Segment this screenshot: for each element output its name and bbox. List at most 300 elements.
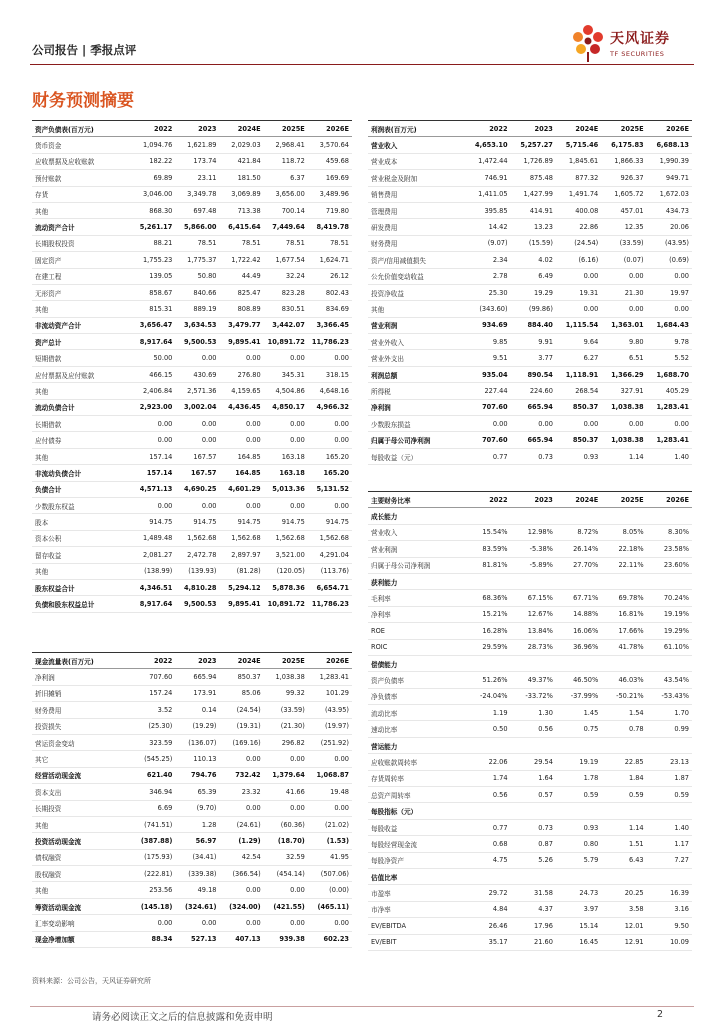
- cell-value: 1,366.29: [601, 366, 646, 382]
- cell-value: 29.72: [465, 885, 510, 901]
- cell-value: 19.19: [556, 754, 601, 770]
- table-row: [32, 350, 352, 366]
- cell-value: (81.28): [220, 563, 264, 579]
- cell-value: [556, 573, 601, 589]
- column-header: 2025E: [264, 121, 308, 137]
- cell-value: 4,346.51: [131, 579, 175, 595]
- cell-value: 0.00: [308, 751, 352, 767]
- cell-value: 4,648.16: [308, 383, 352, 399]
- cell-value: 1.19: [465, 705, 510, 721]
- row-label: 所得税: [368, 383, 465, 399]
- cell-value: 9,895.41: [220, 596, 264, 612]
- cell-value: 0.00: [647, 416, 692, 432]
- table-row: [32, 301, 352, 317]
- cell-value: (465.11): [308, 898, 352, 914]
- cell-value: 181.50: [220, 170, 264, 186]
- row-label: 长期投资: [32, 800, 131, 816]
- cell-value: 0.87: [511, 836, 556, 852]
- cell-value: 1,283.41: [647, 399, 692, 415]
- cell-value: (339.38): [175, 866, 219, 882]
- cell-value: 1,726.89: [511, 153, 556, 169]
- cell-value: 157.14: [131, 465, 175, 481]
- cell-value: 850.37: [556, 432, 601, 448]
- cell-value: (21.02): [308, 816, 352, 832]
- row-label: 流动负债合计: [32, 399, 131, 415]
- cell-value: 1.70: [647, 705, 692, 721]
- row-label: 货币资金: [32, 137, 131, 153]
- cell-value: 0.00: [131, 416, 175, 432]
- cell-value: 12.67%: [511, 606, 556, 622]
- cell-value: 0.00: [308, 800, 352, 816]
- row-label: 成长能力: [368, 508, 465, 524]
- row-label: 资产负债率: [368, 672, 465, 688]
- cell-value: 1.54: [601, 705, 646, 721]
- cell-value: 1.14: [601, 448, 646, 464]
- column-header: 2024E: [220, 121, 264, 137]
- table-row: [368, 541, 692, 557]
- cell-value: 3,656.47: [131, 317, 175, 333]
- cell-value: 0.00: [264, 432, 308, 448]
- cell-value: (24.61): [220, 816, 264, 832]
- cell-value: 1,845.61: [556, 153, 601, 169]
- cell-value: 165.20: [308, 465, 352, 481]
- row-label: 偿债能力: [368, 655, 465, 671]
- cell-value: 8,917.64: [131, 596, 175, 612]
- table-row: [32, 399, 352, 415]
- table-row: [32, 685, 352, 701]
- table-row: [368, 557, 692, 573]
- row-label: 营业税金及附加: [368, 170, 465, 186]
- cell-value: 19.48: [308, 784, 352, 800]
- table-row: [368, 590, 692, 606]
- cell-value: [556, 868, 601, 884]
- row-label: 其他: [32, 448, 131, 464]
- cell-value: 56.97: [175, 833, 219, 849]
- cash-flow-header-row: [32, 653, 352, 669]
- table-row: [32, 784, 352, 800]
- cell-value: 3.77: [511, 350, 556, 366]
- cell-value: 83.59%: [465, 541, 510, 557]
- cell-value: (21.30): [264, 718, 308, 734]
- cell-value: 0.00: [264, 800, 308, 816]
- cell-value: 1,363.01: [601, 317, 646, 333]
- cell-value: 49.37%: [511, 672, 556, 688]
- cell-value: 1,411.05: [465, 186, 510, 202]
- cell-value: (454.14): [264, 866, 308, 882]
- cell-value: (507.06): [308, 866, 352, 882]
- row-label: 投资净收益: [368, 284, 465, 300]
- table-row: [368, 705, 692, 721]
- cell-value: 78.51: [264, 235, 308, 251]
- cell-value: 5.26: [511, 852, 556, 868]
- cell-value: 1,562.68: [175, 530, 219, 546]
- cell-value: 3.52: [131, 702, 175, 718]
- section-row: [368, 655, 692, 671]
- cell-value: 182.22: [131, 153, 175, 169]
- cell-value: 0.00: [647, 301, 692, 317]
- cell-value: 1.40: [647, 819, 692, 835]
- cell-value: 19.31: [556, 284, 601, 300]
- cell-value: (19.31): [220, 718, 264, 734]
- cell-value: 44.49: [220, 268, 264, 284]
- cell-value: 3.97: [556, 901, 601, 917]
- row-label: 净利率: [368, 606, 465, 622]
- column-header: 2022: [131, 653, 175, 669]
- cell-value: -33.72%: [511, 688, 556, 704]
- cell-value: 0.00: [308, 416, 352, 432]
- row-label: 其他: [32, 202, 131, 218]
- cell-value: 43.54%: [647, 672, 692, 688]
- row-label: 资本公积: [32, 530, 131, 546]
- section-row: [368, 803, 692, 819]
- table-row: [368, 688, 692, 704]
- cell-value: 1,621.89: [175, 137, 219, 153]
- cell-value: (366.54): [220, 866, 264, 882]
- cell-value: (1.53): [308, 833, 352, 849]
- cell-value: 22.86: [556, 219, 601, 235]
- row-label: 经营活动现金流: [32, 767, 131, 783]
- row-label: 非流动负债合计: [32, 465, 131, 481]
- cell-value: 823.28: [264, 284, 308, 300]
- table-row: [368, 901, 692, 917]
- cell-value: 527.13: [175, 931, 219, 947]
- cell-value: [511, 655, 556, 671]
- cell-value: 24.73: [556, 885, 601, 901]
- cell-value: 1.74: [465, 770, 510, 786]
- cell-value: 46.50%: [556, 672, 601, 688]
- cell-value: 0.00: [465, 416, 510, 432]
- row-label: 资产/信用减值损失: [368, 252, 465, 268]
- cell-value: (175.93): [131, 849, 175, 865]
- cell-value: 0.00: [556, 301, 601, 317]
- cell-value: 32.24: [264, 268, 308, 284]
- cell-value: 0.00: [131, 497, 175, 513]
- cell-value: [465, 737, 510, 753]
- cell-value: 4,436.45: [220, 399, 264, 415]
- cell-value: 8.05%: [601, 524, 646, 540]
- table-row: [368, 202, 692, 218]
- cell-value: 665.94: [511, 432, 556, 448]
- cell-value: 707.60: [131, 669, 175, 685]
- cell-value: 8,917.64: [131, 334, 175, 350]
- cell-value: 253.56: [131, 882, 175, 898]
- cell-value: 1,472.44: [465, 153, 510, 169]
- cell-value: 0.00: [308, 497, 352, 513]
- cell-value: 12.35: [601, 219, 646, 235]
- row-label: 管理费用: [368, 202, 465, 218]
- cell-value: 157.24: [131, 685, 175, 701]
- cell-value: 6.27: [556, 350, 601, 366]
- cell-value: 5,261.17: [131, 219, 175, 235]
- row-label: ROE: [368, 623, 465, 639]
- section-row: [368, 573, 692, 589]
- cell-value: 830.51: [264, 301, 308, 317]
- cell-value: 78.51: [175, 235, 219, 251]
- table-row: [32, 514, 352, 530]
- row-label: 留存收益: [32, 547, 131, 563]
- cell-value: 1.28: [175, 816, 219, 832]
- cell-value: 884.40: [511, 317, 556, 333]
- cell-value: 858.67: [131, 284, 175, 300]
- cell-value: [647, 573, 692, 589]
- cell-value: 173.74: [175, 153, 219, 169]
- cell-value: [601, 655, 646, 671]
- cell-value: 0.75: [556, 721, 601, 737]
- cell-value: 22.06: [465, 754, 510, 770]
- cell-value: 0.59: [556, 787, 601, 803]
- cell-value: 69.78%: [601, 590, 646, 606]
- cell-value: 10.09: [647, 934, 692, 950]
- cell-value: 0.00: [131, 915, 175, 931]
- cell-value: 11,786.23: [308, 334, 352, 350]
- row-label: 筹资活动现金流: [32, 898, 131, 914]
- cell-value: 10,891.72: [264, 596, 308, 612]
- cell-value: 1,094.76: [131, 137, 175, 153]
- row-label: 其他: [368, 301, 465, 317]
- table-row: [32, 702, 352, 718]
- row-label: 投资损失: [32, 718, 131, 734]
- table-row: [368, 268, 692, 284]
- column-header: 2022: [465, 492, 510, 508]
- table-row: [32, 596, 352, 612]
- cell-value: 1,605.72: [601, 186, 646, 202]
- cell-value: 14.88%: [556, 606, 601, 622]
- row-label: 总资产周转率: [368, 787, 465, 803]
- cell-value: 1,379.64: [264, 767, 308, 783]
- cell-value: 16.39: [647, 885, 692, 901]
- cell-value: 939.38: [264, 931, 308, 947]
- cell-value: 5,257.27: [511, 137, 556, 153]
- cell-value: 3,521.00: [264, 547, 308, 563]
- cell-value: 0.00: [601, 268, 646, 284]
- cell-value: 421.84: [220, 153, 264, 169]
- income-statement-table: [368, 120, 692, 465]
- table-row: [32, 268, 352, 284]
- table-row: [32, 849, 352, 865]
- cell-value: 173.91: [175, 685, 219, 701]
- row-label: 营运能力: [368, 737, 465, 753]
- row-label: 股东权益合计: [32, 579, 131, 595]
- cell-value: 1,118.91: [556, 366, 601, 382]
- table-row: [368, 170, 692, 186]
- row-label: 市盈率: [368, 885, 465, 901]
- cell-value: 0.00: [220, 432, 264, 448]
- row-label: 流动资产合计: [32, 219, 131, 235]
- cell-value: (139.93): [175, 563, 219, 579]
- cell-value: 0.00: [220, 800, 264, 816]
- row-label: 负债合计: [32, 481, 131, 497]
- cell-value: 1,684.43: [647, 317, 692, 333]
- cell-value: 926.37: [601, 170, 646, 186]
- cell-value: 935.04: [465, 366, 510, 382]
- cell-value: 5,131.52: [308, 481, 352, 497]
- column-header: 2026E: [647, 121, 692, 137]
- cell-value: (19.97): [308, 718, 352, 734]
- table-row: [368, 383, 692, 399]
- cell-value: (1.29): [220, 833, 264, 849]
- cell-value: 61.10%: [647, 639, 692, 655]
- cell-value: 834.69: [308, 301, 352, 317]
- cell-value: 36.96%: [556, 639, 601, 655]
- cell-value: 1.64: [511, 770, 556, 786]
- financial-ratios-table: [368, 491, 692, 951]
- cell-value: 29.54: [511, 754, 556, 770]
- cell-value: 20.06: [647, 219, 692, 235]
- cell-value: 0.50: [465, 721, 510, 737]
- cell-value: 101.29: [308, 685, 352, 701]
- cell-value: (343.60): [465, 301, 510, 317]
- table-row: [368, 416, 692, 432]
- cell-value: 9.91: [511, 334, 556, 350]
- cell-value: 46.03%: [601, 672, 646, 688]
- cell-value: 35.17: [465, 934, 510, 950]
- cell-value: 0.00: [601, 301, 646, 317]
- cell-value: 17.96: [511, 918, 556, 934]
- cell-value: [511, 573, 556, 589]
- table-row: [368, 432, 692, 448]
- cell-value: 7.27: [647, 852, 692, 868]
- cell-value: 50.00: [131, 350, 175, 366]
- table-row: [368, 721, 692, 737]
- cell-value: 1,489.48: [131, 530, 175, 546]
- cell-value: 20.25: [601, 885, 646, 901]
- page-title: 财务预测摘要: [32, 91, 134, 111]
- row-label: 营业利润: [368, 317, 465, 333]
- column-header: 2023: [511, 492, 556, 508]
- cell-value: 4.84: [465, 901, 510, 917]
- ratios-header-row: [368, 492, 692, 508]
- cell-value: 68.36%: [465, 590, 510, 606]
- table-row: [368, 836, 692, 852]
- cell-value: 9,500.53: [175, 334, 219, 350]
- table-row: [32, 563, 352, 579]
- row-label: 长期借款: [32, 416, 131, 432]
- table-row: [32, 137, 352, 153]
- cell-value: 840.66: [175, 284, 219, 300]
- row-label: 研发费用: [368, 219, 465, 235]
- cell-value: 850.37: [220, 669, 264, 685]
- row-label: 营业外收入: [368, 334, 465, 350]
- table-row: [32, 751, 352, 767]
- cell-value: 163.18: [264, 465, 308, 481]
- cell-value: 2,923.00: [131, 399, 175, 415]
- cell-value: 41.78%: [601, 639, 646, 655]
- cell-value: -53.43%: [647, 688, 692, 704]
- table-row: [368, 334, 692, 350]
- table-row: [368, 639, 692, 655]
- cell-value: 164.85: [220, 448, 264, 464]
- section-row: [368, 508, 692, 524]
- column-header: 2023: [175, 653, 219, 669]
- cell-value: 268.54: [556, 383, 601, 399]
- cell-value: 5,878.36: [264, 579, 308, 595]
- row-label: 净利润: [32, 669, 131, 685]
- row-label: 速动比率: [368, 721, 465, 737]
- cell-value: 1.14: [601, 819, 646, 835]
- cell-value: 0.00: [264, 350, 308, 366]
- cell-value: 0.00: [175, 497, 219, 513]
- cell-value: (741.51): [131, 816, 175, 832]
- cell-value: 81.81%: [465, 557, 510, 573]
- row-label: 每股经营现金流: [368, 836, 465, 852]
- cell-value: 665.94: [175, 669, 219, 685]
- cell-value: 0.00: [601, 416, 646, 432]
- cell-value: 8.72%: [556, 524, 601, 540]
- cell-value: 6.49: [511, 268, 556, 284]
- cell-value: 713.38: [220, 202, 264, 218]
- cell-value: 0.00: [264, 416, 308, 432]
- cell-value: 276.80: [220, 366, 264, 382]
- cell-value: 22.85: [601, 754, 646, 770]
- table-row: [368, 819, 692, 835]
- cell-value: 794.76: [175, 767, 219, 783]
- cell-value: 3,069.89: [220, 186, 264, 202]
- table-row: [368, 852, 692, 868]
- row-label: 财务费用: [368, 235, 465, 251]
- cell-value: 88.34: [131, 931, 175, 947]
- ratios-title: 主要财务比率: [368, 492, 465, 508]
- cell-value: 0.73: [511, 448, 556, 464]
- cell-value: 8.30%: [647, 524, 692, 540]
- cell-value: (43.95): [647, 235, 692, 251]
- cell-value: (138.99): [131, 563, 175, 579]
- cell-value: 0.00: [308, 432, 352, 448]
- cell-value: 41.66: [264, 784, 308, 800]
- cell-value: (387.88): [131, 833, 175, 849]
- footer-disclaimer: 请务必阅读正文之后的信息披露和免责申明: [92, 1012, 273, 1023]
- cell-value: 914.75: [308, 514, 352, 530]
- cell-value: 6.43: [601, 852, 646, 868]
- row-label: 存货周转率: [368, 770, 465, 786]
- cell-value: 732.42: [220, 767, 264, 783]
- column-header: 2025E: [601, 492, 646, 508]
- cell-value: 4,159.65: [220, 383, 264, 399]
- cell-value: 0.00: [264, 751, 308, 767]
- cell-value: 0.00: [220, 350, 264, 366]
- cell-value: 4,504.86: [264, 383, 308, 399]
- cell-value: 0.00: [220, 882, 264, 898]
- row-label: 股本: [32, 514, 131, 530]
- balance-sheet-table: [32, 120, 352, 613]
- row-label: 应付票据及应付账款: [32, 366, 131, 382]
- row-label: 预付账款: [32, 170, 131, 186]
- cell-value: 400.08: [556, 202, 601, 218]
- cell-value: 914.75: [131, 514, 175, 530]
- cell-value: 0.59: [601, 787, 646, 803]
- column-header: 2026E: [308, 121, 352, 137]
- cell-value: (169.16): [220, 734, 264, 750]
- column-header: 2026E: [308, 653, 352, 669]
- cell-value: 14.42: [465, 219, 510, 235]
- cell-value: [556, 803, 601, 819]
- row-label: 在建工程: [32, 268, 131, 284]
- row-label: 应付债券: [32, 432, 131, 448]
- table-row: [32, 481, 352, 497]
- cell-value: 12.91: [601, 934, 646, 950]
- cell-value: 227.44: [465, 383, 510, 399]
- row-label: 营运资金变动: [32, 734, 131, 750]
- cell-value: [465, 868, 510, 884]
- cell-value: 2,081.27: [131, 547, 175, 563]
- row-label: 资本支出: [32, 784, 131, 800]
- cell-value: 22.11%: [601, 557, 646, 573]
- column-header: 2022: [465, 121, 510, 137]
- cell-value: 16.45: [556, 934, 601, 950]
- table-row: [368, 399, 692, 415]
- row-label: 营业收入: [368, 524, 465, 540]
- cell-value: 0.00: [220, 751, 264, 767]
- column-header: 2024E: [556, 492, 601, 508]
